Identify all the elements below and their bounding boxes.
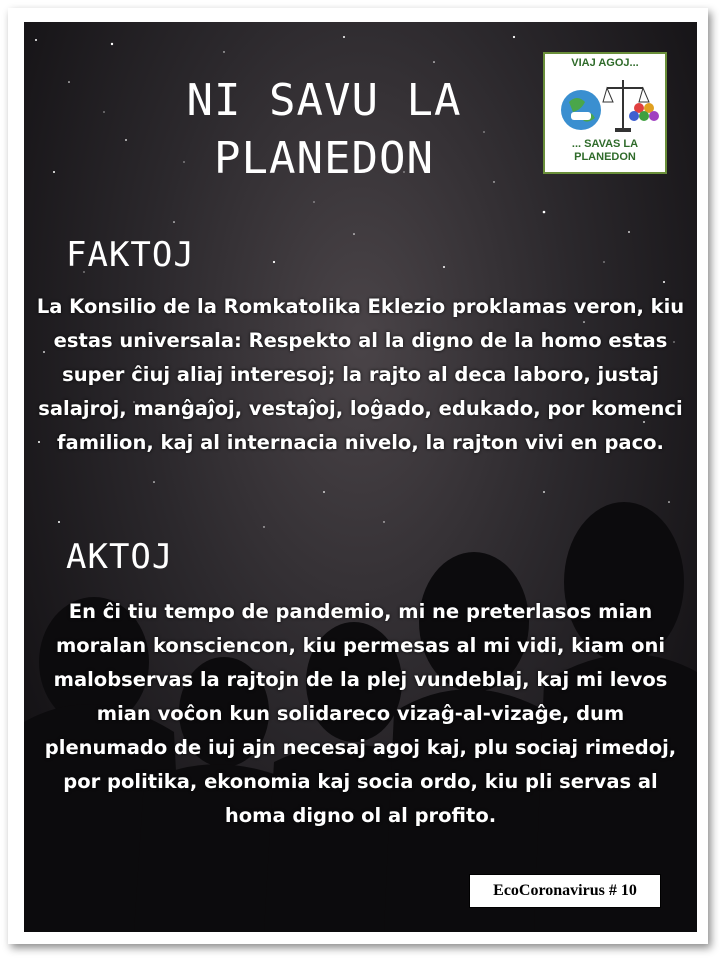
- poster-title: NI SAVU LA PLANEDON: [186, 75, 462, 184]
- section-heading-aktoj: AKTOJ: [66, 537, 174, 577]
- logo-bottom-text: ... SAVAS LA PLANEDON: [571, 138, 639, 163]
- campaign-logo: [543, 52, 667, 174]
- section-heading-faktoj: FAKTOJ: [66, 235, 195, 275]
- section-text-faktoj: La Konsilio de la Romkatolika Eklezio proklamas veron, kiu estas universala: Respekto al la digno de la homo estas super ĉiuj aliaj interesoj; la rajto al deca laboro, justaj salajroj, manĝaĵoj, vestaĵoj, loĝado, edukado, por komenci familion, kaj al internacia nivelo, la rajton vivi en paco.: [36, 295, 685, 454]
- logo-top-text: VIAJ AGOJ...: [571, 57, 639, 69]
- section-text-aktoj: En ĉi tiu tempo de pandemio, mi ne preterlasos mian moralan konsciencon, kiu permesas al mi vidi, kiam oni malobservas la rajtojn de la plej vundeblaj, kaj mi levos mian voĉon kun solidareco vizaĝ-al-vizaĝe, dum plenumado de iuj ajn necesaj agoj kaj, plu sociaj rimedoj, por politika, ekonomia kaj socia ordo, kiu pli servas al homa digno ol al profito.: [44, 600, 677, 827]
- series-tag: EcoCoronavirus # 10: [469, 874, 661, 908]
- poster: [24, 22, 697, 932]
- globe-scale-icon: [551, 72, 661, 138]
